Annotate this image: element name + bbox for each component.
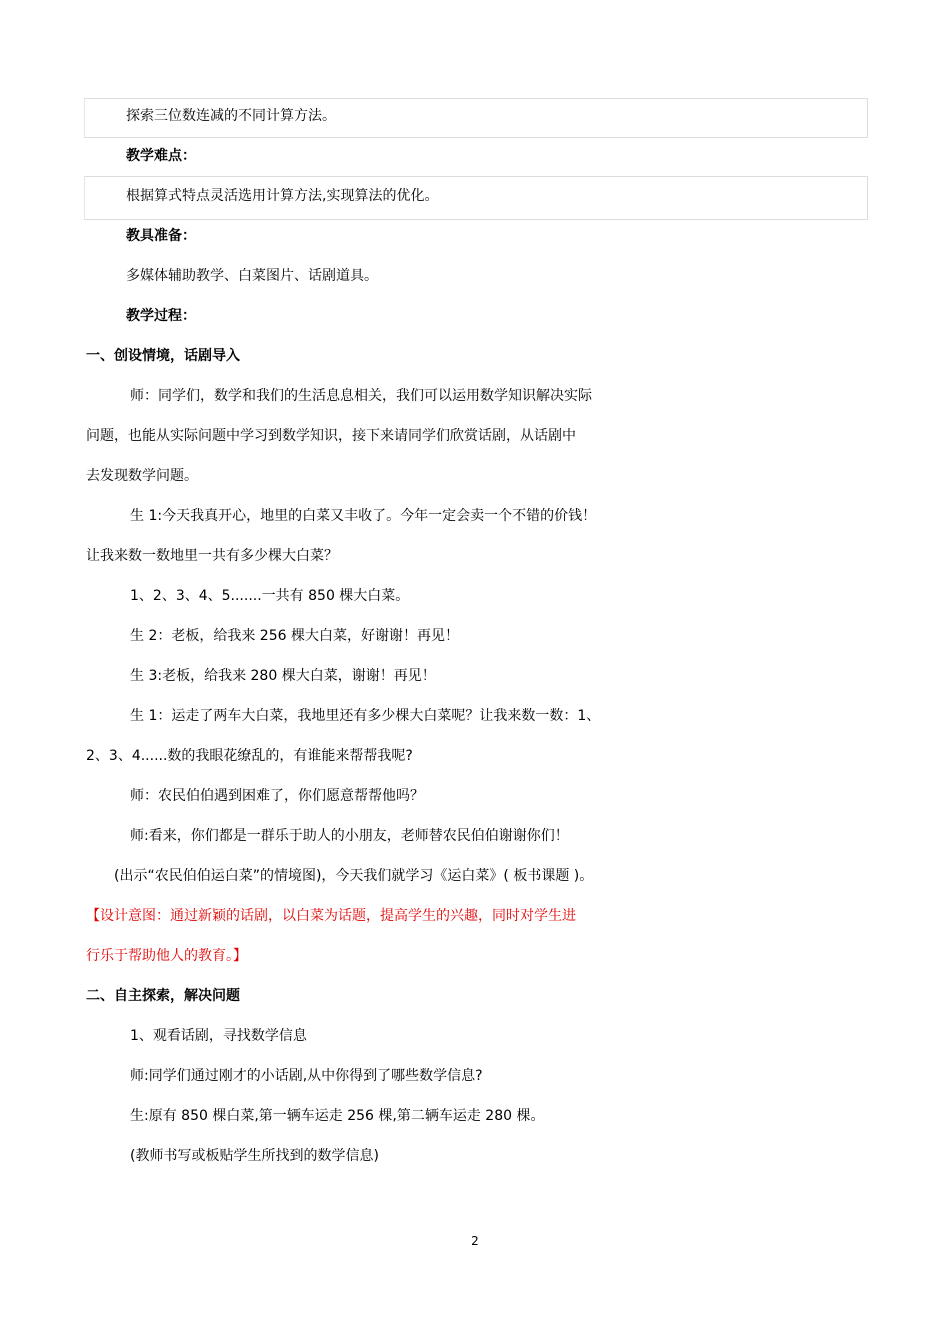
content-line: 师：农民伯伯遇到困难了，你们愿意帮帮他吗？	[130, 788, 424, 804]
content-line: 去发现数学问题。	[86, 468, 198, 484]
content-line: 1、2、3、4、5.......一共有 850 棵大白菜。	[130, 588, 410, 604]
content-line: 生:原有 850 棵白菜,第一辆车运走 256 棵,第二辆车运走 280 棵。	[130, 1108, 545, 1124]
content-line: 师:同学们通过刚才的小话剧,从中你得到了哪些数学信息?	[130, 1068, 483, 1084]
section-heading-1: 一、创设情境，话剧导入	[86, 348, 240, 364]
heading-materials: 教具准备：	[126, 228, 196, 244]
content-line: (出示“农民伯伯运白菜”的情境图)，今天我们就学习《运白菜》( 板书课题 )。	[114, 868, 594, 884]
content-line: 探索三位数连减的不同计算方法。	[126, 108, 336, 124]
design-intent-note: 行乐于帮助他人的教育。】	[86, 948, 247, 964]
content-line: 生 1：运走了两车大白菜，我地里还有多少棵大白菜呢？让我来数一数：1、	[130, 708, 601, 724]
page-number: 2	[471, 1234, 479, 1248]
content-line: 根据算式特点灵活选用计算方法,实现算法的优化。	[126, 188, 439, 204]
content-line: 让我来数一数地里一共有多少棵大白菜？	[86, 548, 338, 564]
heading-difficulty: 教学难点：	[126, 148, 196, 164]
content-line: 问题，也能从实际问题中学习到数学知识，接下来请同学们欣赏话剧，从话剧中	[86, 428, 576, 444]
content-line: 师:看来，你们都是一群乐于助人的小朋友，老师替农民伯伯谢谢你们！	[130, 828, 569, 844]
content-line: 2、3、4......数的我眼花缭乱的，有谁能来帮帮我呢?	[86, 748, 413, 764]
content-line: 1、观看话剧，寻找数学信息	[130, 1028, 307, 1044]
content-line: (教师书写或板贴学生所找到的数学信息)	[130, 1148, 379, 1164]
content-line: 生 2：老板，给我来 256 棵大白菜，好谢谢！再见！	[130, 628, 459, 644]
content-line: 生 1:今天我真开心，地里的白菜又丰收了。今年一定会卖一个不错的价钱！	[130, 508, 597, 524]
section-heading-2: 二、自主探索，解决问题	[86, 988, 240, 1004]
design-intent-note: 【设计意图：通过新颖的话剧，以白菜为话题，提高学生的兴趣，同时对学生进	[86, 908, 576, 924]
content-line: 多媒体辅助教学、白菜图片、话剧道具。	[126, 268, 378, 284]
heading-process: 教学过程：	[126, 308, 196, 324]
content-line: 师：同学们，数学和我们的生活息息相关，我们可以运用数学知识解决实际	[130, 388, 592, 404]
content-line: 生 3:老板，给我来 280 棵大白菜，谢谢！再见！	[130, 668, 436, 684]
